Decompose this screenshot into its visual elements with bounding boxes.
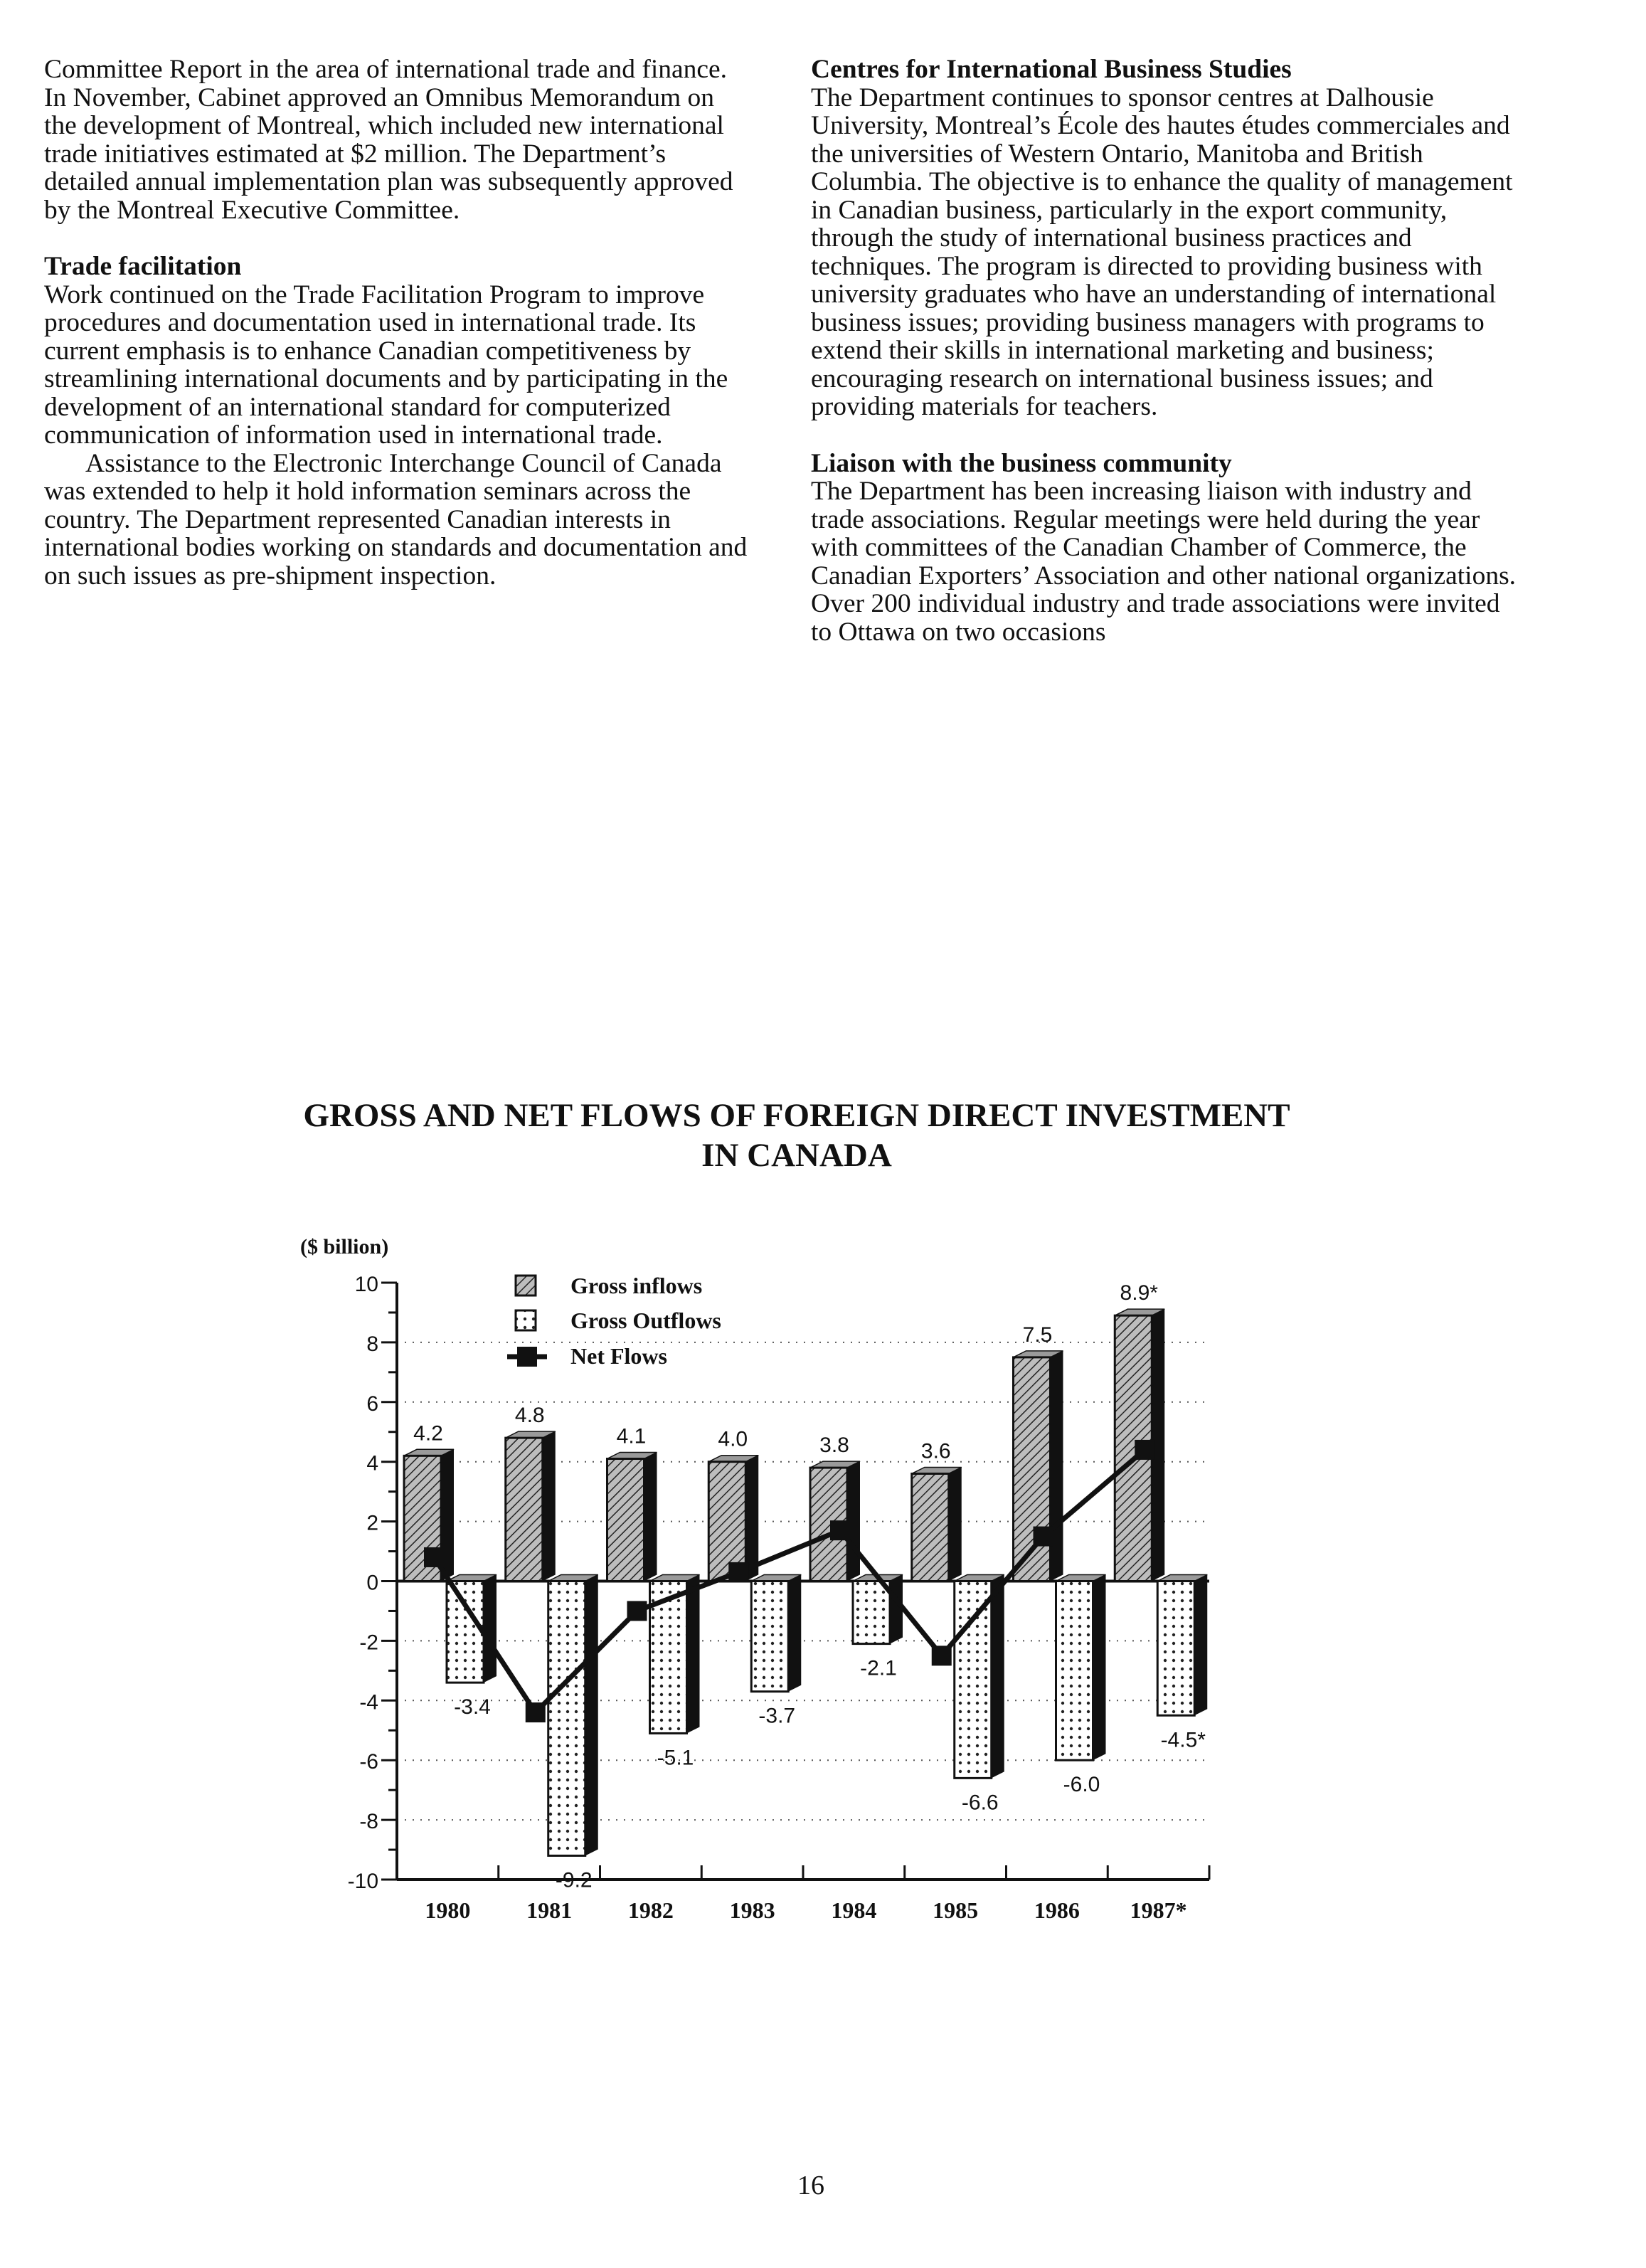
net-flows-point <box>728 1562 748 1582</box>
outflow-bar <box>1056 1581 1093 1761</box>
outflow-bar-side <box>687 1575 700 1734</box>
outflow-bar <box>853 1581 890 1644</box>
inflow-bar <box>607 1459 644 1581</box>
legend-outflow-swatch <box>516 1310 536 1330</box>
legend-net-label: Net Flows <box>570 1343 667 1369</box>
paragraph-trade-facilitation: Work continued on the Trade Facilitation Program to improve procedures and documentation used in international trade. Its current emphasis is to enhance Canadian competitiveness by streamlining international documents and by participating in the development of an international standard for computerized communication of information used in international trade. <box>44 280 728 450</box>
outflow-bar-side <box>992 1575 1004 1779</box>
inflow-bar <box>912 1473 949 1581</box>
page-number: 16 <box>797 2171 824 2200</box>
inflow-data-label: 7.5 <box>1022 1323 1053 1347</box>
heading-liaison: Liaison with the business community <box>811 448 1232 478</box>
outflow-data-label: -6.6 <box>961 1791 999 1815</box>
outflow-data-label: -5.1 <box>657 1746 694 1770</box>
paragraph-business-studies: The Department continues to sponsor centres at Dalhousie University, Montreal’s École des hautes études commerciales and the universities of Western Ontario, Manitoba and British Columbia. The objective is to enhance the quality of management in Canadian business, particularly in the export community, through the study of international business practices and techniques. The program is directed to providing business with university graduates who have an understanding of international business issues; providing business managers with programs to extend their skills in international marketing and business; encouraging research on international business issues; and providing materials for teachers. <box>811 83 1513 421</box>
heading-trade-facilitation: Trade facilitation <box>44 252 242 281</box>
legend-inflow-label: Gross inflows <box>570 1273 703 1298</box>
outflow-bar <box>751 1581 788 1692</box>
outflow-bar <box>447 1581 484 1683</box>
y-tick-label: -6 <box>359 1750 378 1774</box>
chart-title: GROSS AND NET FLOWS OF FOREIGN DIRECT INVESTMENT IN CANADA <box>303 1097 1290 1174</box>
outflow-data-label: -6.0 <box>1063 1773 1100 1797</box>
outflow-data-label: -9.2 <box>555 1868 593 1892</box>
outflow-bar-side <box>1194 1575 1207 1716</box>
inflow-bar-side <box>949 1467 962 1581</box>
x-tick-label: 1984 <box>831 1897 877 1923</box>
inflow-data-label: 8.9* <box>1120 1281 1158 1305</box>
net-flows-point <box>932 1646 952 1665</box>
outflow-bar-side <box>585 1575 598 1856</box>
net-flows-point <box>526 1702 546 1722</box>
y-tick-label: 2 <box>366 1511 378 1535</box>
inflow-data-label: 4.1 <box>616 1424 647 1448</box>
outflow-bar-side <box>484 1575 497 1683</box>
x-tick-label: 1980 <box>425 1897 471 1923</box>
legend-inflow-swatch <box>516 1276 536 1295</box>
legend-outflow-label: Gross Outflows <box>570 1308 721 1333</box>
y-tick-label: -10 <box>347 1870 378 1893</box>
net-flows-point <box>1135 1440 1154 1460</box>
x-tick-label: 1981 <box>526 1897 573 1923</box>
net-flows-point <box>1034 1527 1053 1547</box>
outflow-bar <box>548 1581 585 1856</box>
x-tick-label: 1987* <box>1130 1897 1187 1923</box>
x-tick-label: 1983 <box>729 1897 775 1923</box>
outflow-data-label: -4.5* <box>1160 1728 1206 1752</box>
y-tick-label: -2 <box>359 1631 378 1655</box>
y-tick-label: 10 <box>354 1273 378 1296</box>
y-tick-label: 6 <box>366 1392 378 1416</box>
inflow-bar-side <box>644 1453 657 1581</box>
y-tick-label: -4 <box>359 1690 378 1715</box>
net-flows-point <box>424 1547 444 1567</box>
y-tick-label: 0 <box>366 1571 378 1595</box>
x-tick-label: 1982 <box>627 1897 674 1923</box>
outflow-bar <box>955 1581 992 1779</box>
y-tick-label: 8 <box>366 1332 378 1356</box>
outflow-bar <box>1157 1581 1194 1716</box>
outflow-bar-side <box>890 1575 903 1644</box>
x-tick-label: 1985 <box>933 1897 979 1923</box>
y-axis-label: ($ billion) <box>300 1235 389 1258</box>
x-tick-label: 1986 <box>1034 1897 1080 1923</box>
inflow-data-label: 3.6 <box>920 1439 951 1463</box>
outflow-data-label: -3.4 <box>454 1695 491 1719</box>
legend-net-marker <box>517 1347 537 1367</box>
heading-business-studies: Centres for International Business Studies <box>811 55 1292 84</box>
inflow-data-label: 4.0 <box>718 1427 748 1451</box>
paragraph-electronic-interchange: Assistance to the Electronic Interchange Council of Canada was extended to help it hold information seminars across the country. The Department represented Canadian interests in international bodies working on standards and documentation and on such issues as pre-shipment inspection. <box>44 448 748 590</box>
inflow-data-label: 4.8 <box>514 1404 545 1428</box>
outflow-bar-side <box>1093 1575 1106 1761</box>
outflow-data-label: -2.1 <box>860 1656 897 1680</box>
outflow-bar-side <box>788 1575 801 1692</box>
inflow-bar-side <box>1051 1351 1063 1581</box>
inflow-data-label: 4.2 <box>413 1421 443 1446</box>
net-flows-point <box>830 1520 850 1540</box>
inflow-data-label: 3.8 <box>819 1434 849 1458</box>
y-tick-label: -8 <box>359 1810 378 1834</box>
outflow-data-label: -3.7 <box>758 1704 796 1728</box>
net-flows-point <box>627 1601 647 1621</box>
inflow-bar <box>506 1438 543 1581</box>
paragraph-montreal: Committee Report in the area of international trade and finance. In November, Cabinet approved an Omnibus Memorandum on the development of Montreal, which included new international trade initiatives estimated at $2 million. The Department’s detailed annual implementation plan was subsequently approved by the Montreal Executive Committee. <box>44 55 733 225</box>
y-tick-label: 4 <box>366 1451 378 1475</box>
inflow-bar-side <box>543 1431 556 1581</box>
paragraph-liaison: The Department has been increasing liaison with industry and trade associations. Regular meetings were held during the year with committees of the Canadian Chamber of Commerce, the Canadian Exporters’ Association and other national organizations. Over 200 individual industry and trade associations were invited to Ottawa on two occasions <box>811 477 1517 647</box>
